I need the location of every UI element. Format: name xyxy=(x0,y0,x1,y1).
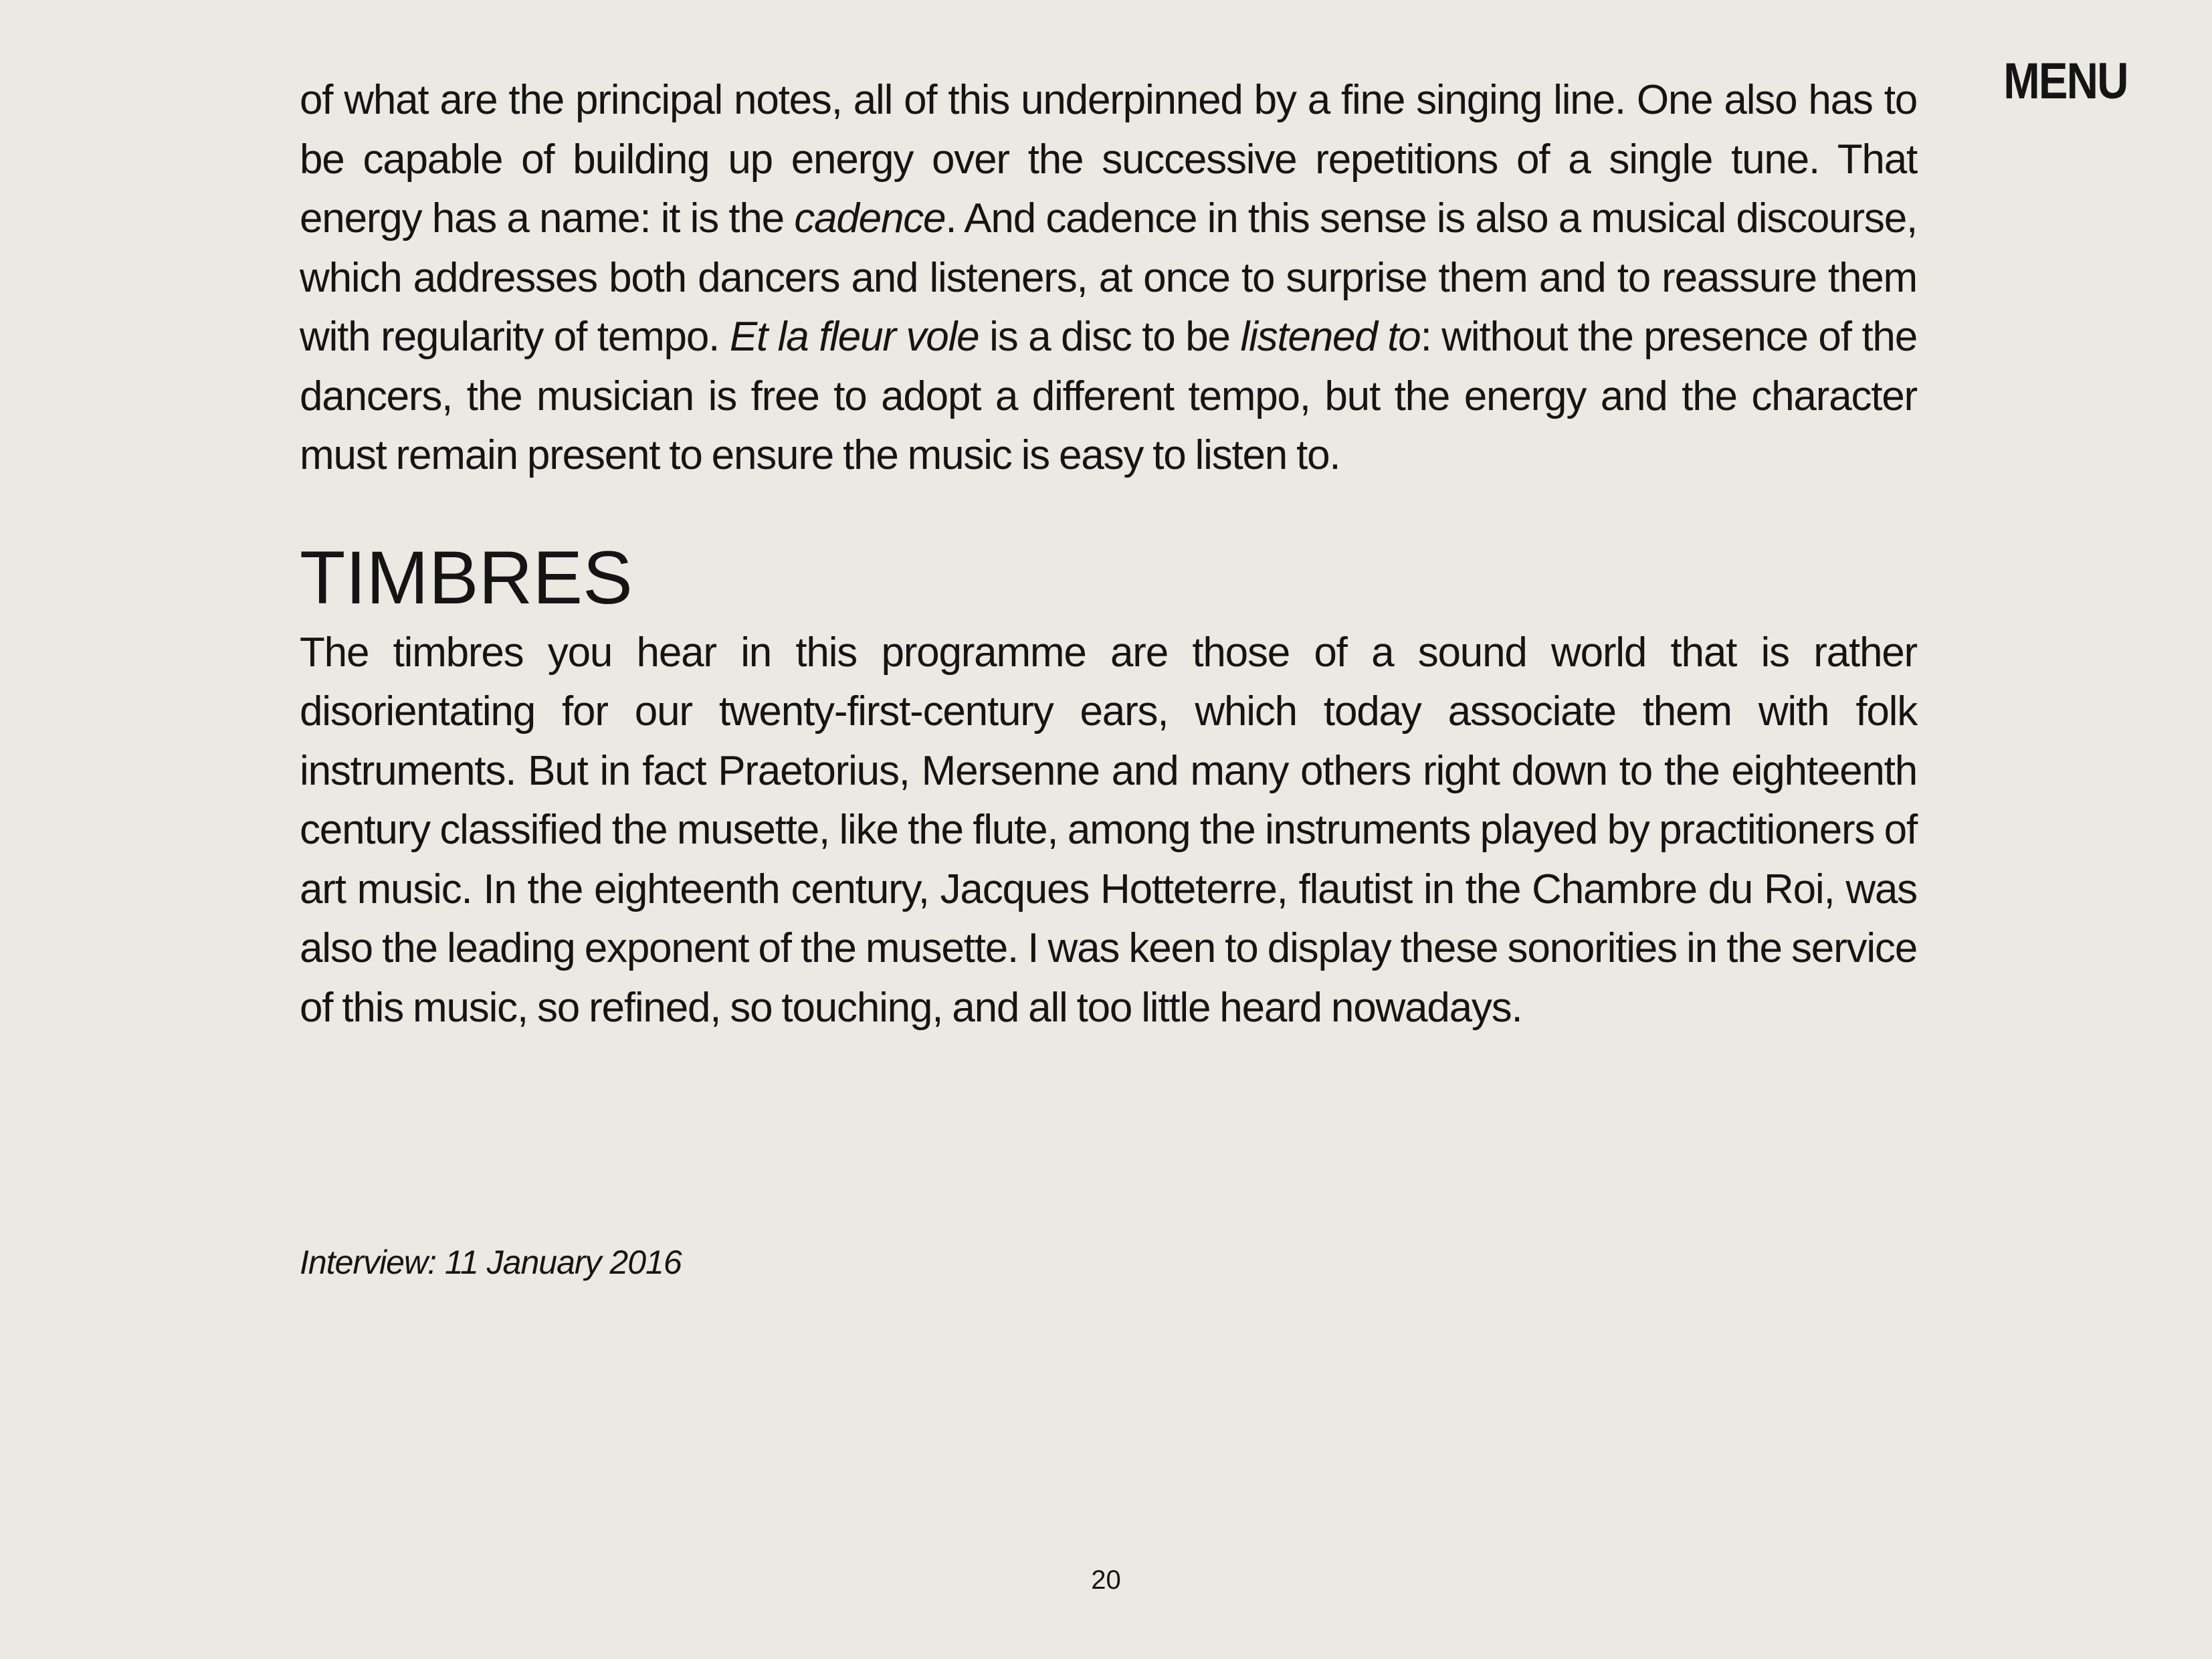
intro-emphasis-cadence: cadence xyxy=(794,195,946,241)
article-body xyxy=(300,71,1917,1038)
section-heading: TIMBRES xyxy=(300,535,633,619)
intro-text-4: : without the presence of the dancers, the musician is free to adopt a different tempo, but the energy and the character must remain present to ensure the music is easy to listen to. xyxy=(300,314,1917,478)
intro-text-3: is a disc to be xyxy=(979,314,1241,360)
intro-paragraph xyxy=(300,71,1917,486)
intro-text-2: . And cadence in this sense is also a musical discourse, which addresses both dancers and listeners, at once to surprise them and to reassure them with regularity of tempo. xyxy=(300,195,1917,360)
interview-date: Interview: 11 January 2016 xyxy=(300,1244,682,1281)
intro-emphasis-disc-title: Et la fleur vole xyxy=(729,314,979,360)
menu-button[interactable]: MENU xyxy=(2003,53,2128,110)
intro-text-1: of what are the principal notes, all of this underpinned by a fine singing line. One also has to be capable of building up energy over the successive repetitions of a single tune. That energy has a name: it is the xyxy=(300,77,1917,241)
section-paragraph: The timbres you hear in this programme are those of a sound world that is rather disorientating for our twenty-first-century ears, which today associate them with folk instruments. But in fact Praetorius, Mersenne and many others right down to the eighteenth century classified the musette, like the flute, among the instruments played by practitioners of art music. In the eighteenth century, Jacques Hotteterre, flautist in the Chambre du Roi, was also the leading exponent of the musette. I was keen to display these sonorities in the service of this music, so refined, so touching, and all too little heard nowadays. xyxy=(300,629,1917,1031)
intro-emphasis-listened: listened to xyxy=(1240,314,1421,360)
page-number: 20 xyxy=(1091,1565,1121,1595)
